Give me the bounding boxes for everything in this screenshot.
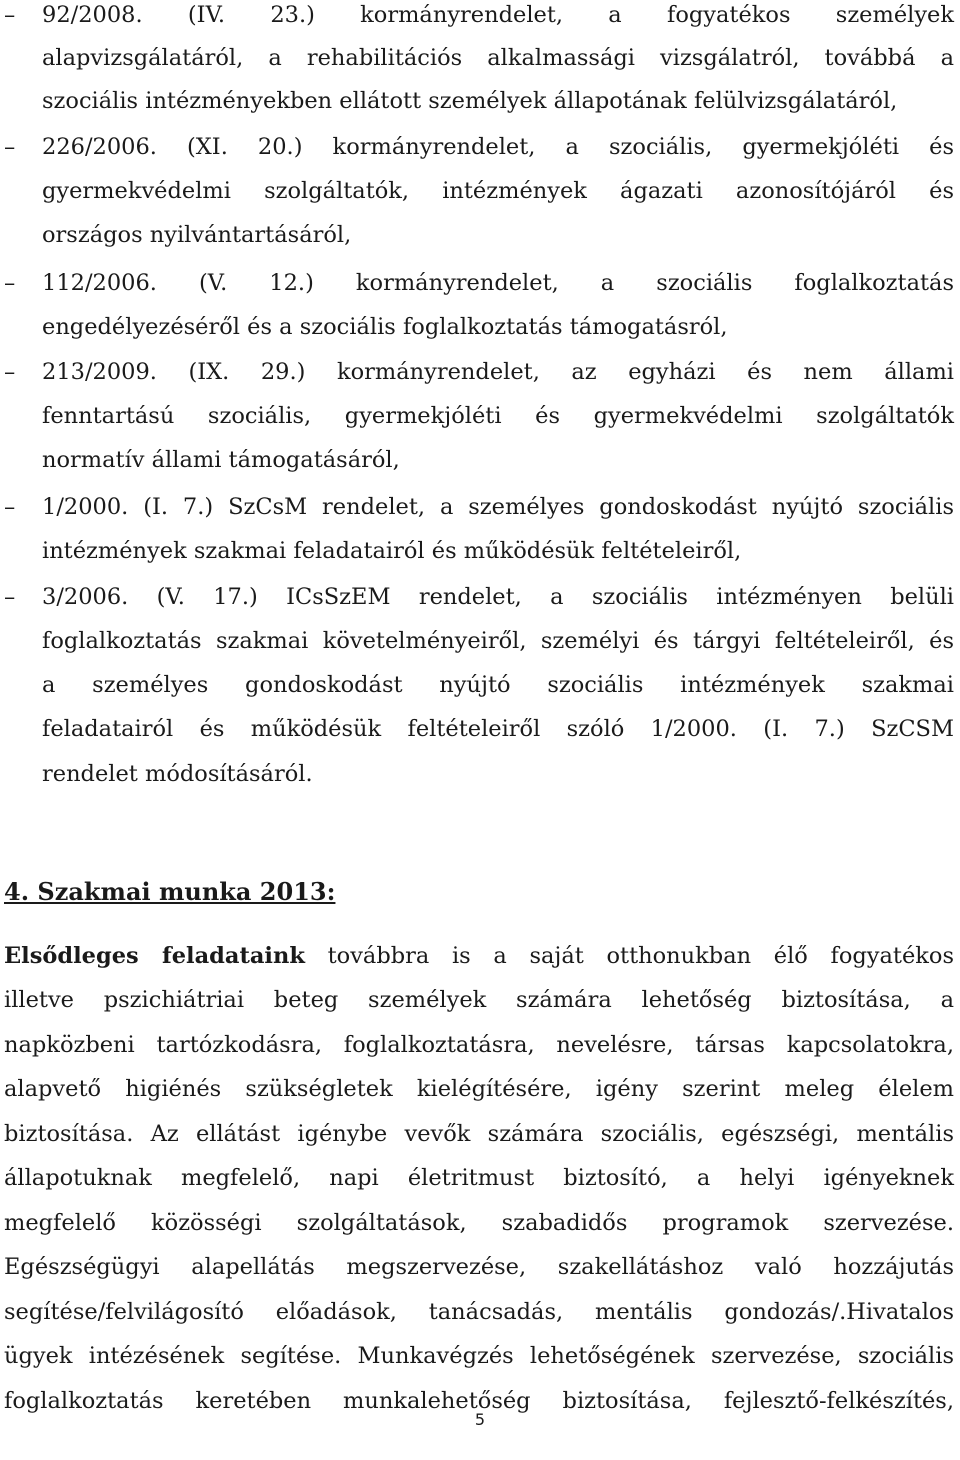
section-heading: 4. Szakmai munka 2013:	[4, 877, 336, 906]
paragraph-line: foglalkoztatás keretében munkalehetőség biztosítása, fejlesztő-felkészítés,	[4, 1388, 954, 1414]
list-dash: –	[4, 2, 16, 28]
list-item-line: engedélyezéséről és a szociális foglalkoztatás támogatásról,	[42, 314, 728, 340]
paragraph-line: illetve pszichiátriai beteg személyek számára lehetőség biztosítása, a	[4, 987, 954, 1013]
list-item-line: 92/2008. (IV. 23.) kormányrendelet, a fogyatékos személyek	[42, 2, 954, 28]
list-dash: –	[4, 584, 16, 610]
paragraph-first-line	[4, 941, 954, 971]
list-item-line: 3/2006. (V. 17.) ICsSzEM rendelet, a szociális intézményen belüli	[42, 584, 954, 610]
list-item-line: feladatairól és működésük feltételeiről szóló 1/2000. (I. 7.) SzCSM	[42, 716, 954, 742]
page-number: 5	[474, 1410, 486, 1429]
paragraph-line: biztosítása. Az ellátást igénybe vevők számára szociális, egészségi, mentális	[4, 1121, 954, 1147]
paragraph-line: segítése/felvilágosító előadások, tanácsadás, mentális gondozás/.Hivatalos	[4, 1299, 954, 1325]
list-item-line: intézmények szakmai feladatairól és működésük feltételeiről,	[42, 538, 742, 564]
paragraph-line: megfelelő közösségi szolgáltatások, szabadidős programok szervezése.	[4, 1210, 954, 1236]
list-dash: –	[4, 494, 16, 520]
paragraph-line: alapvető higiénés szükségletek kielégítésére, igény szerint meleg élelem	[4, 1076, 954, 1102]
list-dash: –	[4, 134, 16, 160]
list-item-line: foglalkoztatás szakmai követelményeiről, személyi és tárgyi feltételeiről, és	[42, 628, 954, 654]
list-item-line: szociális intézményekben ellátott személyek állapotának felülvizsgálatáról,	[42, 88, 898, 114]
paragraph-line: napközbeni tartózkodásra, foglalkoztatásra, nevelésre, társas kapcsolatokra,	[4, 1032, 954, 1058]
list-item-line: fenntartású szociális, gyermekjóléti és gyermekvédelmi szolgáltatók	[42, 403, 954, 429]
list-item-line: 1/2000. (I. 7.) SzCsM rendelet, a személyes gondoskodást nyújtó szociális	[42, 494, 954, 520]
bold-lead: Elsődleges feladataink	[4, 943, 305, 969]
list-item-line: alapvizsgálatáról, a rehabilitációs alkalmassági vizsgálatról, továbbá a	[42, 45, 954, 71]
list-item-line: országos nyilvántartásáról,	[42, 222, 352, 248]
paragraph-line: ügyek intézésének segítése. Munkavégzés lehetőségének szervezése, szociális	[4, 1343, 954, 1369]
paragraph-text: továbbra is a saját otthonukban élő fogyatékos	[304, 943, 954, 969]
list-item-line: a személyes gondoskodást nyújtó szociális intézmények szakmai	[42, 672, 954, 698]
paragraph-line: Egészségügyi alapellátás megszervezése, szakellátáshoz való hozzájutás	[4, 1254, 954, 1280]
paragraph-line: állapotuknak megfelelő, napi életritmust biztosító, a helyi igényeknek	[4, 1165, 954, 1191]
list-item-line: rendelet módosításáról.	[42, 761, 313, 787]
list-item-line: 226/2006. (XI. 20.) kormányrendelet, a szociális, gyermekjóléti és	[42, 134, 954, 160]
list-dash: –	[4, 270, 16, 296]
list-dash: –	[4, 359, 16, 385]
list-item-line: gyermekvédelmi szolgáltatók, intézmények ágazati azonosítójáról és	[42, 178, 954, 204]
list-item-line: 213/2009. (IX. 29.) kormányrendelet, az egyházi és nem állami	[42, 359, 954, 385]
list-item-line: 112/2006. (V. 12.) kormányrendelet, a szociális foglalkoztatás	[42, 270, 954, 296]
list-item-line: normatív állami támogatásáról,	[42, 447, 400, 473]
